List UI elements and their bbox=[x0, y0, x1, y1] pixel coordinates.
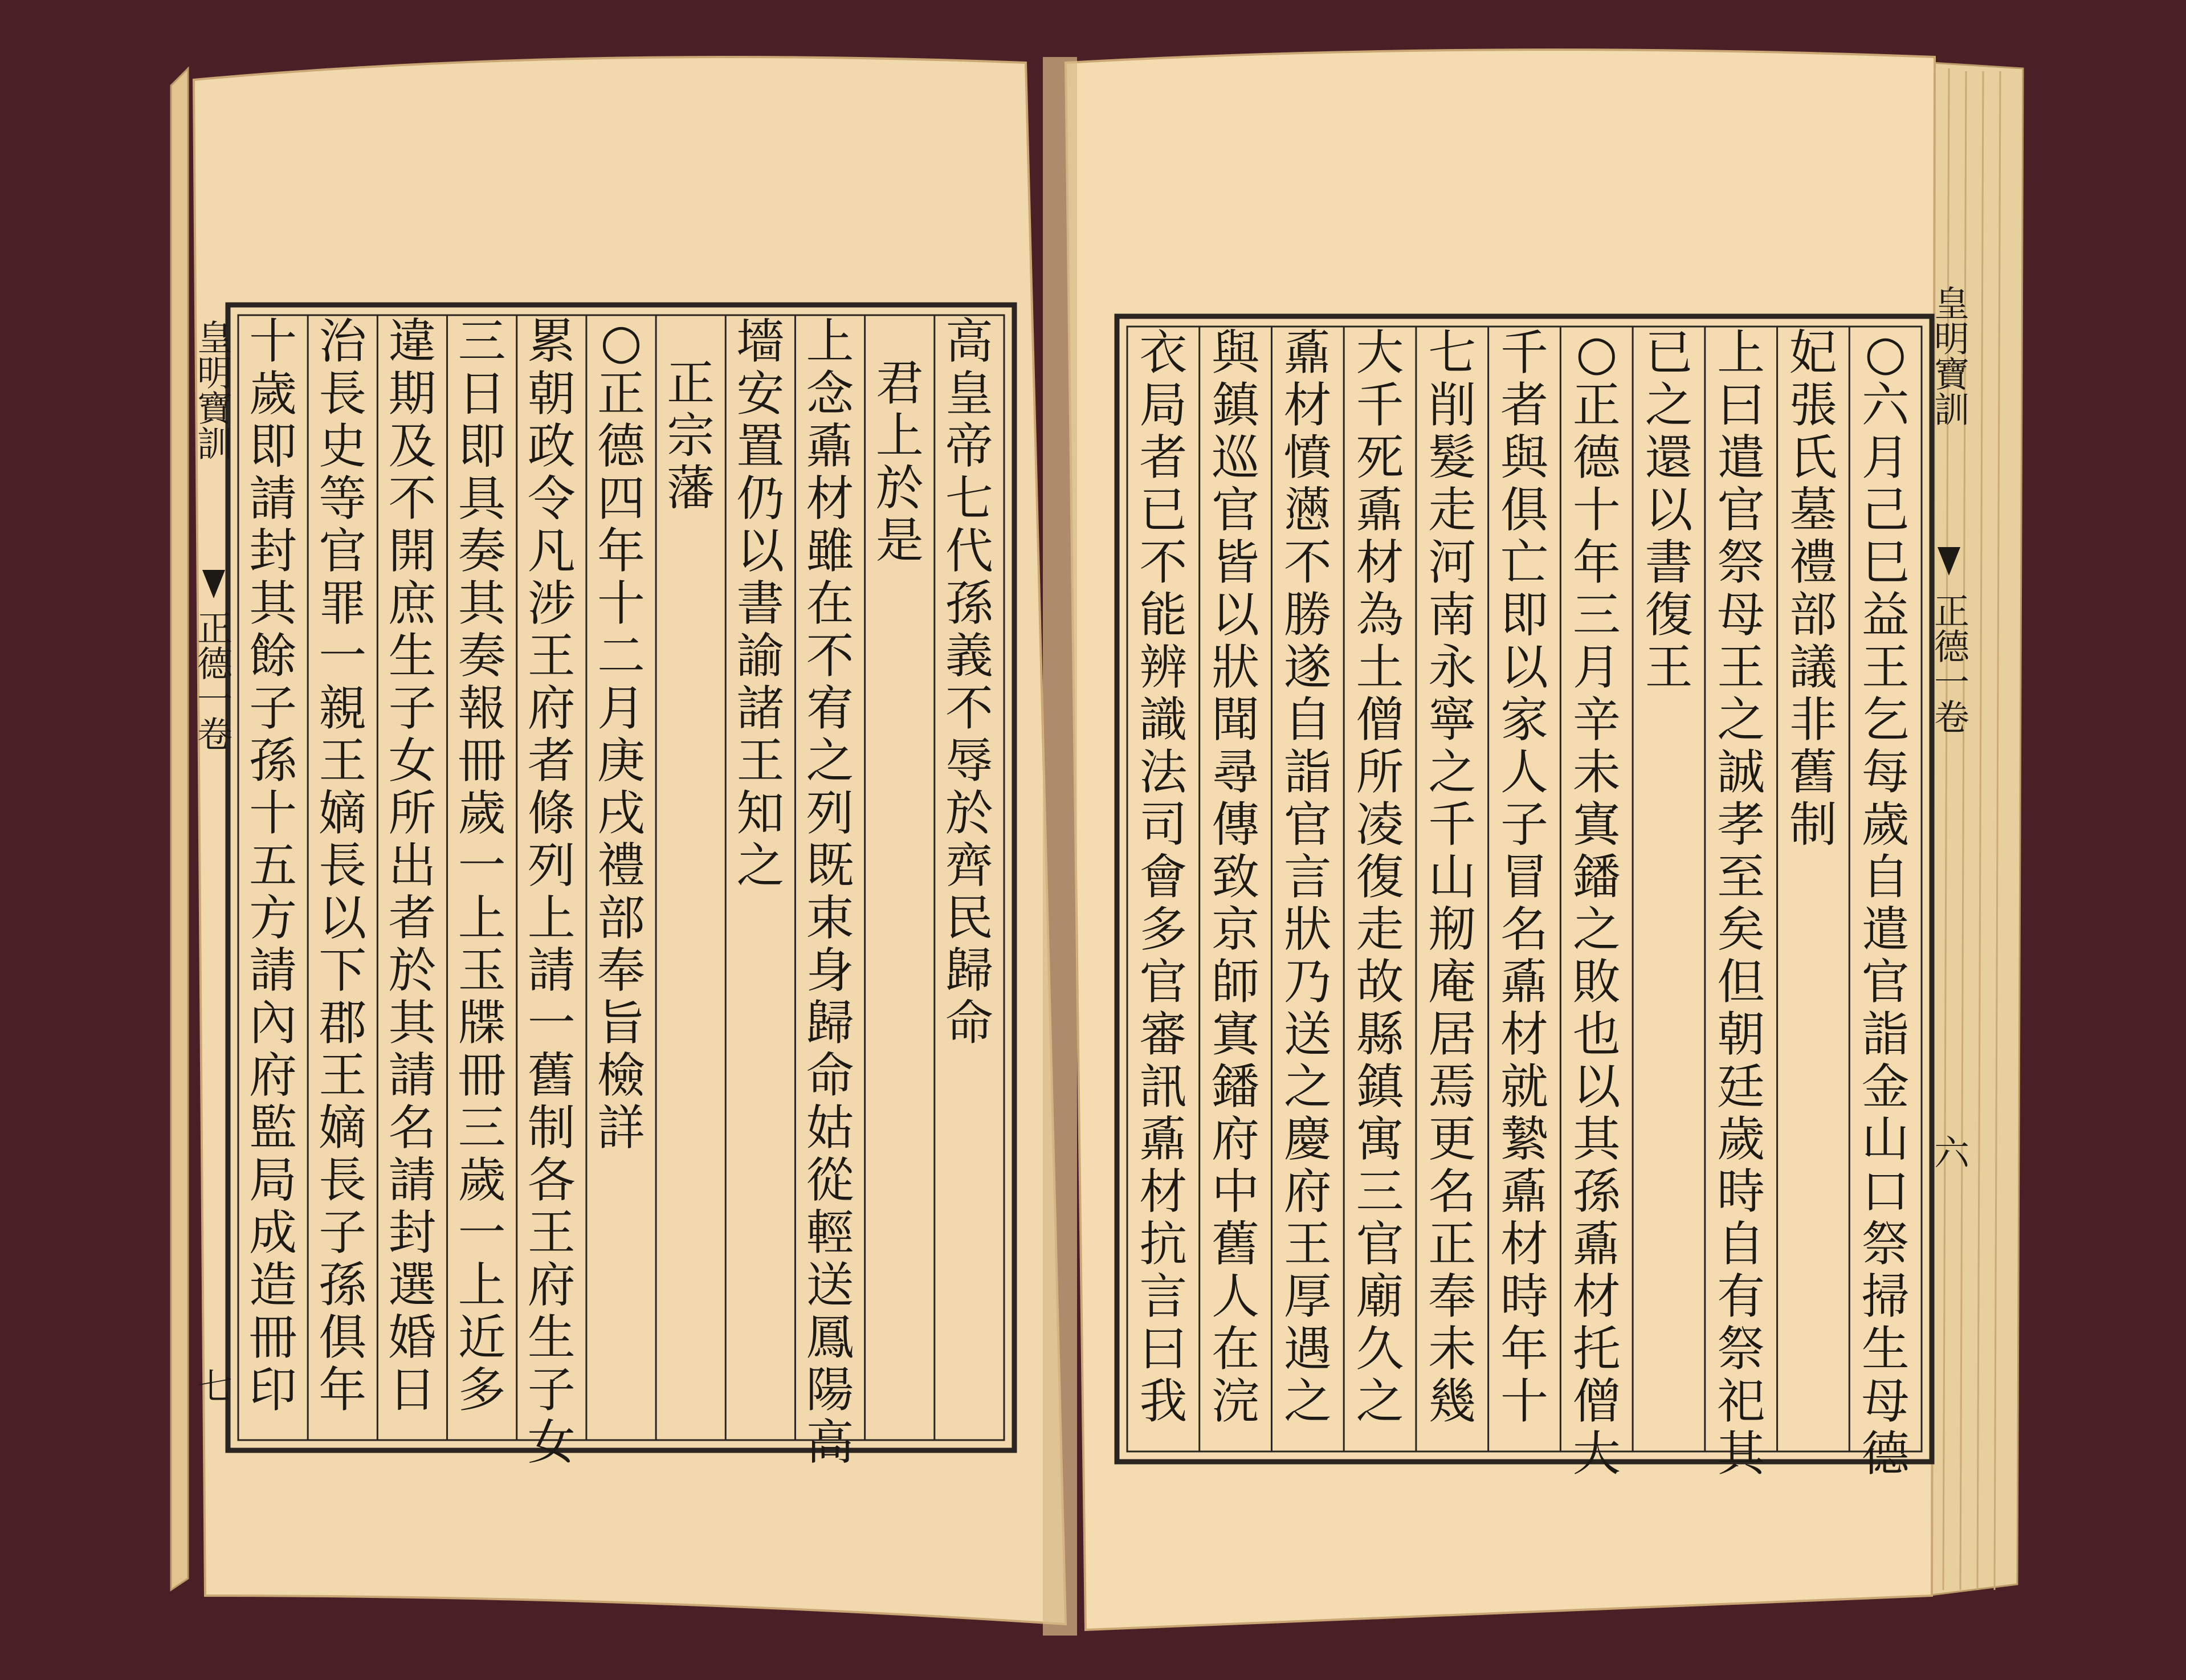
text-column: 違期及不開庶生子女所出者於其請名請封選婚日 bbox=[388, 313, 437, 1418]
text-column: 高皇帝七代孫義不辱於齊民歸命 bbox=[945, 313, 993, 1051]
text-column: ○六月己巳益王乞每歲自遣官詣金山口祭掃生母德 bbox=[1861, 325, 1910, 1482]
text-column: 與鎮巡官皆以狀聞尋傳致京師寘鐇府中舊人在浣 bbox=[1212, 325, 1260, 1429]
text-column: 千者與俱亡即以家人子冒名鼒材就縶鼒材時年十 bbox=[1500, 325, 1549, 1429]
text-column: 三日即具奏其奏報冊歲一上玉牒冊三歲一上近多 bbox=[458, 313, 506, 1418]
text-column: 治長史等官罪一親王嫡長以下郡王嫡長子孫俱年 bbox=[319, 313, 367, 1418]
right-margin-page-no: 六 bbox=[1928, 1134, 1970, 1169]
text-column: 七削髮走河南永寧之千山剏庵居焉更名正奉未幾 bbox=[1428, 325, 1477, 1429]
text-column: ○正德十年三月辛未寘鐇之敗也以其孫鼒材托僧大 bbox=[1572, 325, 1621, 1482]
text-column: ○正德四年十二月庚戌禮部奉旨檢詳 bbox=[597, 313, 646, 1156]
text-column: 衣局者已不能辨識法司會多官審訊鼒材抗言曰我 bbox=[1139, 325, 1188, 1429]
right-margin-title: 皇明寶訓 bbox=[1928, 285, 1970, 426]
text-column: 正宗藩 bbox=[667, 355, 715, 516]
text-column: 上念鼒材雖在不宥之列既束身歸命姑從輕送鳳陽高 bbox=[806, 313, 854, 1470]
text-column: 鼒材憤懣不勝遂自詣官言狀乃送之慶府王厚遇之 bbox=[1283, 325, 1332, 1429]
left-margin-title: 皇明寶訓 bbox=[191, 319, 233, 460]
text-column: 累朝政令凡涉王府者條列上請一舊制各王府生子女 bbox=[527, 313, 576, 1470]
text-column: 上曰遣官祭母王之誠孝至矣但朝廷歲時自有祭祀其 bbox=[1717, 325, 1765, 1482]
text-column: 妃張氏墓禮部議非舊制 bbox=[1789, 325, 1837, 853]
left-margin-page-no: 七 bbox=[191, 1368, 233, 1403]
gutter bbox=[1043, 57, 1077, 1636]
text-column: 已之還以書復王 bbox=[1645, 325, 1693, 695]
right-margin-juan: 正德一卷 bbox=[1928, 593, 1970, 734]
text-column: 墻安置仍以書諭諸王知之 bbox=[736, 313, 785, 894]
left-page-edges bbox=[171, 68, 188, 1590]
text-column: 君上於是 bbox=[875, 355, 924, 569]
text-column: 十歲即請封其餘子孫十五方請內府監局成造冊印 bbox=[249, 313, 297, 1418]
left-margin-juan: 正德一卷 bbox=[191, 610, 233, 751]
text-column: 大千死鼒材為土僧所凌復走故縣鎮寓三官廟久之 bbox=[1356, 325, 1404, 1429]
